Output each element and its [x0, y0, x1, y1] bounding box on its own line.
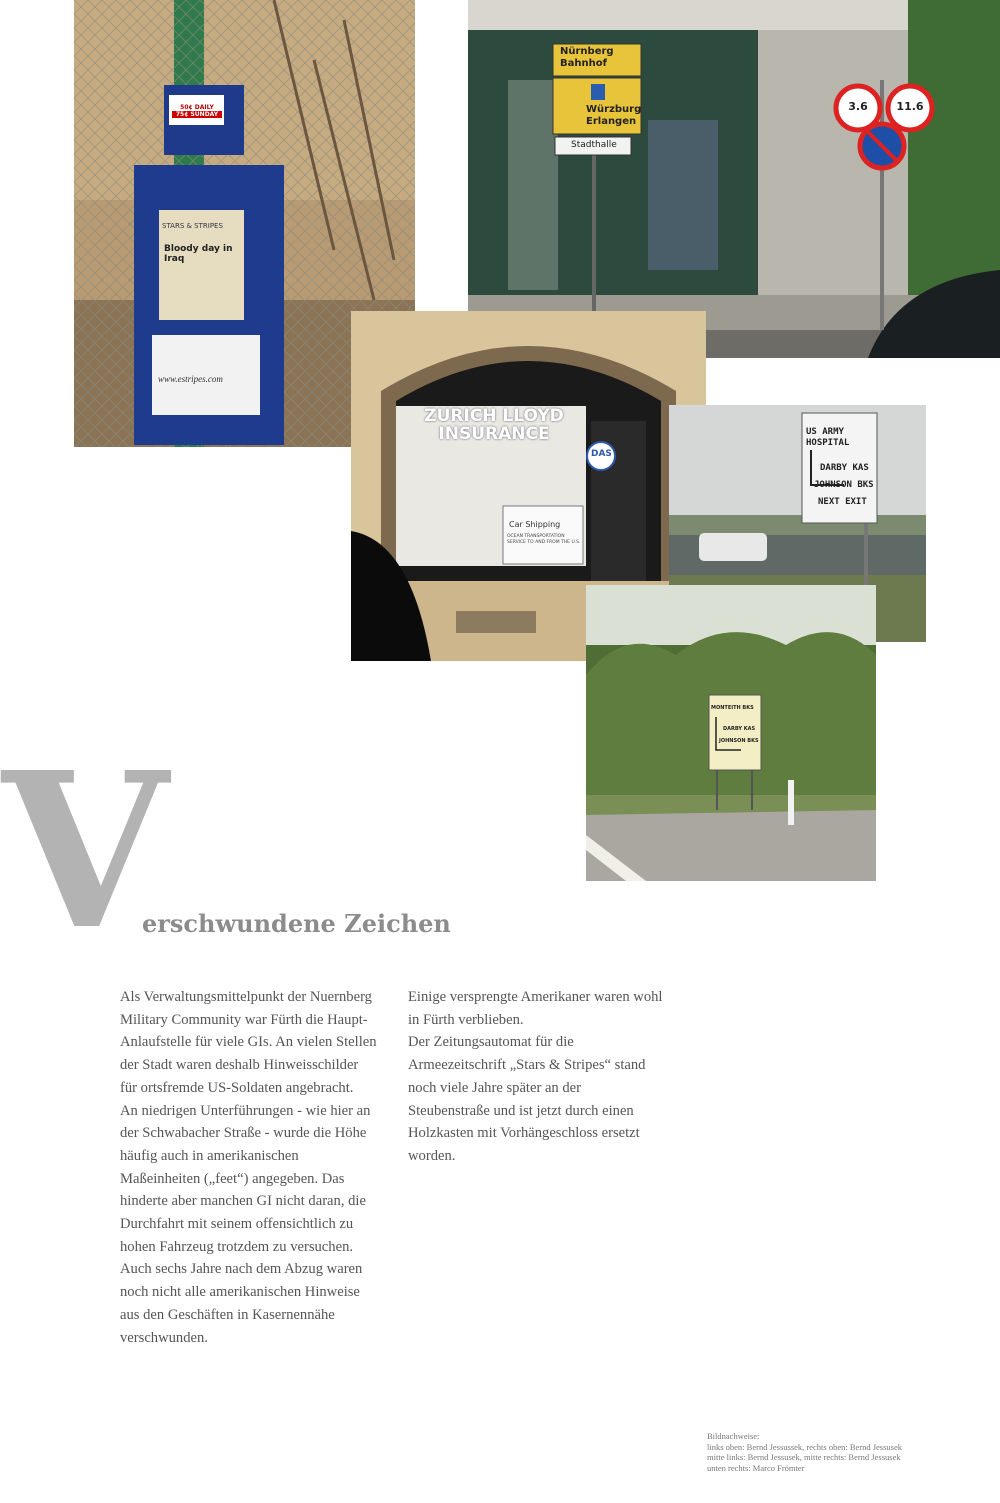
- credits-line: unten rechts: Marco Frömter: [707, 1462, 805, 1473]
- roadsign-text: [711, 705, 761, 745]
- price-sunday: 75¢ SUNDAY: [172, 111, 222, 118]
- sign-text: DARBY KAS: [723, 726, 756, 732]
- price-daily: 50¢ DAILY: [180, 104, 214, 111]
- shop-sign-line: ZURICH LLOYD: [424, 406, 564, 426]
- sign-text: NEXT EXIT: [818, 497, 867, 507]
- sign-text: Würzburg: [586, 104, 642, 115]
- newspaper-url: www.estripes.com: [158, 374, 223, 384]
- sign-text: DARBY KAS: [820, 463, 869, 473]
- sign-wuerzburg: [586, 104, 641, 128]
- sign-stadthalle: Stadthalle: [571, 140, 617, 150]
- newspaper-headline: Bloody day in Iraq: [164, 244, 233, 264]
- sign-text: Nürnberg: [560, 46, 614, 57]
- paragraph: Als Verwaltungsmittelpunkt der Nuernberg Military Community war Fürth die Haupt-Anlaufstelle für viele GIs. An vielen Stellen der Stadt waren deshalb Hinweisschilder für ortsfremde US-Soldaten angebracht.: [120, 989, 377, 1096]
- sign-nuernberg: [560, 46, 614, 70]
- paragraph: Einige versprengte Amerikaner waren wohl in Fürth verblieben.: [408, 989, 663, 1028]
- shop-sign-line: INSURANCE: [438, 424, 550, 444]
- poster-car-shipping: Car Shipping: [509, 520, 561, 529]
- paragraph: Der Zeitungsautomat für die Armeezeitschrift „Stars & Stripes“ stand noch viele Jahre später an der Steubenstraße und ist jetzt durch einen Holzkasten mit Vorhängeschloss ersetzt worden.: [408, 1034, 646, 1164]
- height-limit-sign: 3.6: [848, 100, 868, 113]
- newspaper-masthead: STARS & STRIPES: [162, 222, 223, 230]
- article-column-right: [408, 986, 666, 1168]
- sign-text: Bahnhof: [560, 58, 607, 69]
- sign-text: JOHNSON BKS: [814, 480, 874, 490]
- das-badge: DAS: [591, 449, 612, 459]
- weight-limit-sign: 11.6: [896, 100, 924, 113]
- page-title: erschwundene Zeichen: [142, 909, 451, 938]
- credits-heading: Bildnachweise:: [707, 1431, 760, 1441]
- credits-line: mitte links: Bernd Jessusek, mitte rechts: Bernd Jessusek: [707, 1452, 901, 1462]
- sign-text: MONTEITH BKS: [711, 705, 754, 711]
- credits-line: links oben: Bernd Jessussek, rechts oben: Bernd Jessusek: [707, 1441, 903, 1452]
- sign-text: Erlangen: [586, 116, 637, 127]
- poster-text: OCEAN TRANSPORTATION SERVICE TO AND FROM THE U.S.: [507, 534, 581, 545]
- title-dropcap: V: [2, 726, 165, 977]
- article-column-left: [120, 986, 378, 1349]
- photo-underpass-signs: [468, 0, 1000, 358]
- price-label: [172, 104, 222, 118]
- sign-text: HOSPITAL: [806, 438, 850, 448]
- paragraph: An niedrigen Unterführungen - wie hier an der Schwabacher Straße - wurde die Höhe häufig auch in amerikanischen Maßeinheiten („feet“) angegeben. Das hinderte aber manchen GI nicht daran, die Durchfahrt mit seinem offensichtlich zu hohen Fahrzeug trotzdem zu versuchen.: [120, 1102, 371, 1255]
- hospital-sign-text: [806, 427, 878, 508]
- photo-credits: [707, 1431, 997, 1473]
- sign-text: US ARMY: [806, 427, 844, 437]
- photo-roadside-sign: [586, 585, 876, 881]
- sign-text: JOHNSON BKS: [719, 738, 759, 744]
- paragraph: Auch sechs Jahre nach dem Abzug waren noch nicht alle amerikanischen Hinweise aus den Geschäften in Kasernennähe verschwunden.: [120, 1261, 363, 1346]
- shop-sign-zurich: [409, 407, 579, 443]
